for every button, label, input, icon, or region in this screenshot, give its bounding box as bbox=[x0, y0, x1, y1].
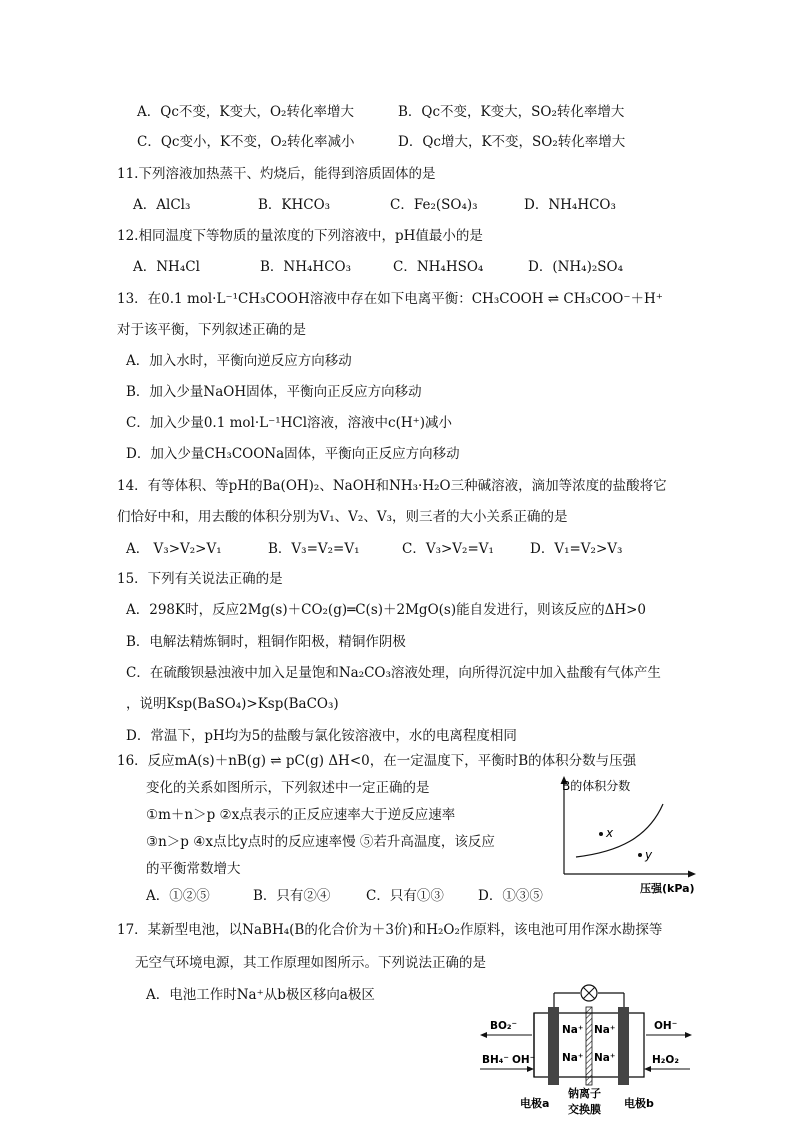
na-ion-label-4: Na⁺ bbox=[594, 1052, 616, 1064]
q14-option-a: A． V₃>V₂>V₁ bbox=[126, 541, 222, 557]
q16-option-a: A．①②⑤ bbox=[146, 888, 210, 904]
q14-stem-2: 们恰好中和，用去酸的体积分别为V₁、V₂、V₃，则三者的大小关系正确的是 bbox=[117, 509, 568, 525]
membrane-label-2: 交换膜 bbox=[568, 1103, 601, 1116]
q16-stem: 16．反应mA(s)＋nB(g) ⇌ pC(g) ΔH<0，在一定温度下，平衡时B的体积分数与压强 bbox=[117, 753, 637, 769]
q16-graph bbox=[548, 770, 708, 895]
q10-option-c: C．Qc变小，K不变，O₂转化率减小 bbox=[137, 134, 355, 150]
q16-option-d: D．①③⑤ bbox=[478, 888, 543, 904]
q10-option-a: A．Qc不变，K变大，O₂转化率增大 bbox=[137, 104, 354, 120]
q14-option-d: D．V₁=V₂>V₃ bbox=[530, 541, 623, 557]
q16-statement-2: ③n＞p ④x点比y点时的反应速率慢 ⑤若升高温度，该反应 bbox=[146, 834, 495, 850]
q11-option-b: B．KHCO₃ bbox=[258, 197, 331, 213]
q13-option-b: B．加入少量NaOH固体，平衡向正反应方向移动 bbox=[126, 384, 422, 400]
oh-left-label: OH⁻ bbox=[512, 1054, 536, 1066]
q11-stem: 11.下列溶液加热蒸干、灼烧后，能得到溶质固体的是 bbox=[117, 166, 436, 182]
q16-statement-3: 的平衡常数增大 bbox=[146, 861, 241, 877]
oh-right-label: OH⁻ bbox=[654, 1020, 678, 1032]
q15-option-d: D．常温下，pH均为5的盐酸与氯化铵溶液中，水的电离程度相同 bbox=[126, 728, 517, 744]
q17-stem-2: 无空气环境电源，其工作原理如图所示。下列说法正确的是 bbox=[135, 955, 486, 971]
q16-option-c: C．只有①③ bbox=[366, 888, 444, 904]
q13-stem-2: 对于该平衡，下列叙述正确的是 bbox=[117, 322, 306, 338]
oh-arrow-head-icon bbox=[685, 1032, 692, 1038]
q13-option-d: D．加入少量CH₃COONa固体，平衡向正反应方向移动 bbox=[126, 446, 460, 462]
y-axis-label: B的体积分数 bbox=[562, 779, 631, 793]
h2o2-label: H₂O₂ bbox=[652, 1054, 679, 1066]
q16-stem-2: 变化的关系如图所示，下列叙述中一定正确的是 bbox=[146, 780, 430, 796]
q12-option-a: A．NH₄Cl bbox=[133, 259, 200, 275]
q14-option-c: C．V₃>V₂=V₁ bbox=[402, 541, 494, 557]
point-y-label: y bbox=[645, 848, 653, 862]
q14-option-b: B．V₃=V₂=V₁ bbox=[268, 541, 360, 557]
q15-option-a: A．298K时，反应2Mg(s)＋CO₂(g)═C(s)＋2MgO(s)能自发进行，则该反应的ΔH>0 bbox=[126, 602, 647, 618]
point-x-label: x bbox=[606, 826, 614, 840]
q10-option-b: B．Qc不变，K变大，SO₂转化率增大 bbox=[398, 104, 625, 120]
q15-option-b: B．电解法精炼铜时，粗铜作阳极，精铜作阴极 bbox=[126, 634, 406, 650]
x-axis-label: 压强(kPa) bbox=[640, 882, 695, 895]
bh4-label: BH₄⁻ bbox=[482, 1054, 509, 1066]
q15-stem: 15．下列有关说法正确的是 bbox=[117, 571, 283, 587]
bo2-label: BO₂⁻ bbox=[490, 1020, 518, 1032]
q17-cell-diagram bbox=[474, 983, 694, 1121]
q13-option-c: C．加入少量0.1 mol·L⁻¹HCl溶液，溶液中c(H⁺)减小 bbox=[126, 415, 453, 431]
x-axis-arrow-icon bbox=[688, 871, 696, 878]
q13-stem: 13．在0.1 mol·L⁻¹CH₃COOH溶液中存在如下电离平衡：CH₃COOH ⇌ CH₃COO⁻＋H⁺ bbox=[117, 291, 663, 307]
q12-stem: 12.相同温度下等物质的量浓度的下列溶液中，pH值最小的是 bbox=[117, 228, 483, 244]
q10-option-d: D．Qc增大，K不变，SO₂转化率增大 bbox=[398, 134, 626, 150]
q12-option-d: D．(NH₄)₂SO₄ bbox=[528, 259, 623, 275]
electrode-b-plate bbox=[618, 1007, 629, 1085]
q17-option-a: A．电池工作时Na⁺从b极区移向a极区 bbox=[146, 987, 375, 1003]
bo2-arrow-head-icon bbox=[480, 1032, 487, 1038]
na-ion-label-2: Na⁺ bbox=[594, 1024, 616, 1036]
q15-option-c: C．在硫酸钡悬浊液中加入足量饱和Na₂CO₃溶液处理，向所得沉淀中加入盐酸有气体产生 bbox=[126, 665, 661, 681]
q17-stem: 17．某新型电池，以NaBH₄(B的化合价为＋3价)和H₂O₂作原料，该电池可用作深水勘探等 bbox=[117, 922, 663, 938]
point-x-marker bbox=[599, 832, 603, 836]
h2o2-arrow-head-icon bbox=[644, 1066, 651, 1072]
q11-option-a: A．AlCl₃ bbox=[133, 197, 191, 213]
q16-statement-1: ①m＋n＞p ②x点表示的正反应速率大于逆反应速率 bbox=[146, 807, 456, 823]
q12-option-b: B．NH₄HCO₃ bbox=[260, 259, 351, 275]
q13-option-a: A．加入水时，平衡向逆反应方向移动 bbox=[126, 353, 352, 369]
membrane-label-1: 钠离子 bbox=[568, 1087, 601, 1100]
point-y-marker bbox=[638, 853, 642, 857]
q14-stem: 14．有等体积、等pH的Ba(OH)₂、NaOH和NH₃·H₂O三种碱溶液，滴加等浓度的盐酸将它 bbox=[117, 478, 667, 494]
q11-option-d: D．NH₄HCO₃ bbox=[524, 197, 616, 213]
q16-option-b: B．只有②④ bbox=[253, 888, 331, 904]
q15-option-c-cont: ，说明Ksp(BaSO₄)>Ksp(BaCO₃) bbox=[126, 696, 339, 712]
bh4-arrow-head-icon bbox=[527, 1066, 534, 1072]
q12-option-c: C．NH₄HSO₄ bbox=[393, 259, 484, 275]
electrode-a-plate bbox=[548, 1007, 559, 1085]
na-ion-label-3: Na⁺ bbox=[562, 1052, 584, 1064]
na-ion-label-1: Na⁺ bbox=[562, 1024, 584, 1036]
ion-exchange-membrane bbox=[586, 1007, 592, 1085]
electrode-a-label: 电极a bbox=[520, 1097, 550, 1110]
electrode-b-label: 电极b bbox=[624, 1097, 654, 1110]
q11-option-c: C．Fe₂(SO₄)₃ bbox=[390, 197, 478, 213]
